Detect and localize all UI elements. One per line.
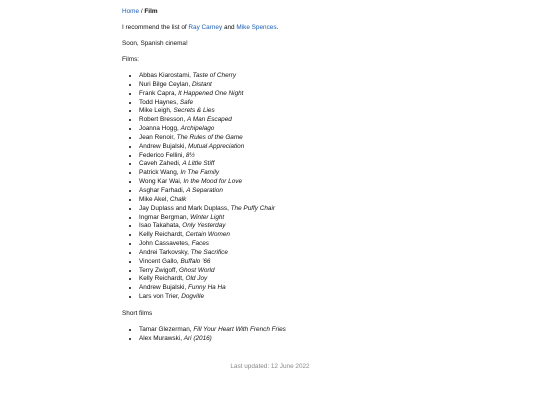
film-title: Mutual Appreciation: [188, 142, 245, 150]
film-list-item: [139, 258, 422, 267]
film-title: It Happened One Night: [178, 89, 244, 97]
film-director: Mike Leigh,: [139, 107, 174, 115]
film-title: Only Yesterday: [182, 222, 226, 230]
film-title: The Sacrifice: [190, 248, 228, 256]
film-title: Old Joy: [185, 275, 208, 283]
film-list-item: [139, 240, 422, 249]
film-title: Archipelago: [180, 125, 215, 133]
film-director: Joanna Hogg,: [139, 125, 181, 133]
film-title: Fill Your Heart With French Fries: [193, 325, 286, 333]
film-director: Andrei Tarkovsky,: [139, 248, 191, 256]
film-title: Safe: [179, 98, 194, 106]
film-list-item: [139, 275, 422, 284]
film-list-item: [139, 160, 422, 169]
film-list-item: [139, 214, 422, 223]
film-title: Faces: [191, 240, 209, 248]
breadcrumb-separator: /: [139, 8, 145, 15]
film-title: Secrets & Lies: [173, 107, 215, 115]
film-title: Certain Women: [185, 231, 230, 239]
film-director: Tamar Glezerman,: [139, 325, 194, 333]
intro-mid: and: [222, 24, 237, 31]
film-title: In the Mood for Love: [183, 178, 243, 186]
film-list-item: [139, 72, 422, 81]
film-list-item: [139, 326, 422, 335]
films-list: [122, 72, 422, 302]
intro-text: [122, 24, 422, 32]
film-title: Dogville: [181, 293, 204, 301]
film-director: Caveh Zahedi,: [139, 160, 183, 168]
breadcrumb-home-link[interactable]: Home: [122, 8, 140, 15]
film-list-item: [139, 335, 422, 344]
film-director: Ingmar Bergman,: [139, 213, 191, 221]
film-list-item: [139, 205, 422, 214]
film-title: Ari (2016): [183, 334, 212, 342]
spanish-cinema-note: Soon, Spanish cinema!: [122, 40, 188, 47]
film-director: Nuri Bilge Ceylan,: [139, 80, 192, 88]
film-list-item: [139, 90, 422, 99]
film-director: Jean Renoir,: [139, 133, 177, 141]
film-director: Abbas Kiarostami,: [139, 72, 193, 79]
short-films-list: [122, 326, 422, 344]
film-list-item: [139, 99, 422, 108]
film-list-item: [139, 293, 422, 302]
film-director: Patrick Wang,: [139, 169, 181, 177]
film-list-item: [139, 284, 422, 293]
film-list-item: [139, 169, 422, 178]
film-title: Taste of Cherry: [192, 72, 237, 79]
film-title: A Man Escaped: [186, 116, 232, 124]
film-list-item: [139, 196, 422, 205]
film-list-item: [139, 125, 422, 134]
film-title: Ghost World: [179, 266, 215, 274]
film-title: A Little Stiff: [182, 160, 215, 168]
film-director: Todd Haynes,: [139, 98, 180, 106]
film-list-item: [139, 134, 422, 143]
film-list-item: [139, 267, 422, 276]
film-title: Funny Ha Ha: [188, 284, 226, 292]
film-director: Kelly Reichardt,: [139, 231, 186, 239]
film-title: The Rules of the Game: [176, 133, 243, 141]
film-title: 8½: [185, 151, 195, 159]
film-title: Distant: [191, 80, 212, 88]
film-list-item: [139, 249, 422, 258]
film-director: Isao Takahata,: [139, 222, 183, 230]
film-list-item: [139, 116, 422, 125]
film-director: Andrew Bujalski,: [139, 284, 189, 292]
film-director: Frank Capra,: [139, 89, 179, 97]
film-director: Jay Duplass and Mark Duplass,: [139, 204, 231, 212]
film-director: Robert Bresson,: [139, 116, 187, 124]
film-title: The Puffy Chair: [230, 204, 276, 212]
film-director: Terry Zwigoff,: [139, 266, 180, 274]
intro-suffix: .: [276, 24, 279, 31]
film-director: Vincent Gallo,: [139, 257, 181, 265]
film-director: Federico Fellini,: [139, 151, 186, 159]
film-title: In The Family: [180, 169, 220, 177]
film-list-item: [139, 107, 422, 116]
film-director: Asghar Farhadi,: [139, 186, 187, 194]
film-director: John Cassavetes,: [139, 240, 192, 248]
film-list-item: [139, 222, 422, 231]
short-films-heading: Short films: [122, 309, 153, 317]
film-list-item: [139, 231, 422, 240]
films-heading: Films:: [122, 56, 140, 63]
film-list-item: [139, 81, 422, 90]
page-content: [122, 8, 422, 352]
film-list-item: [139, 178, 422, 187]
film-title: A Separation: [186, 186, 223, 194]
intro-prefix: I recommend the list of: [122, 24, 189, 31]
film-director: Andrew Bujalski,: [139, 142, 189, 150]
ray-carney-link[interactable]: Ray Carney: [188, 24, 223, 31]
film-director: Mike Akel,: [139, 195, 170, 203]
film-director: Wong Kar Wai,: [139, 178, 184, 186]
film-director: Alex Murawski,: [139, 334, 184, 342]
breadcrumb: [122, 8, 422, 16]
mike-spences-link[interactable]: Mike Spences: [236, 24, 277, 31]
film-title: Chalk: [169, 195, 187, 203]
film-list-item: [139, 152, 422, 161]
film-list-item: [139, 187, 422, 196]
breadcrumb-current: Film: [144, 8, 158, 15]
film-list-item: [139, 143, 422, 152]
film-title: Buffalo '66: [180, 257, 211, 265]
film-director: Lars von Trier,: [139, 293, 182, 301]
film-title: Winter Light: [190, 213, 225, 221]
last-updated-footer: Last updated: 12 June 2022: [230, 363, 310, 370]
film-director: Kelly Reichardt,: [139, 275, 186, 283]
